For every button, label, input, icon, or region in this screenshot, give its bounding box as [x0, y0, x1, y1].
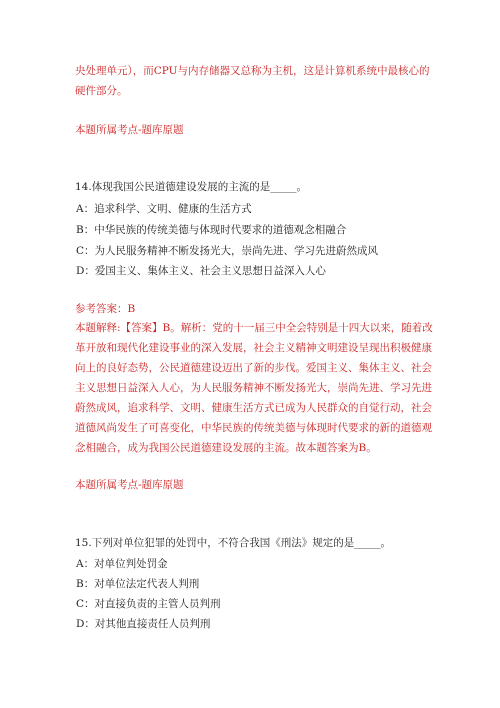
explanation-line: 道德风尚发生了可喜变化，中华民族的传统美德与体现时代要求的新的道德观 [75, 422, 432, 434]
explanation-line: 念相融合，成为我国公民道德建设发展的主流。故本题答案为B。 [75, 442, 377, 454]
question-14: 14.体现我国公民道德建设发展的主流的是_____。 [75, 181, 307, 193]
q15-option-d: D：对其他直接责任人员判刑 [76, 618, 211, 630]
explanation-line: 蔚然成风，追求科学、文明、健康生活方式已成为人民群众的自觉行动，社会 [75, 402, 432, 414]
continuation-line-2: 硬件部分。 [75, 85, 128, 97]
explanation-line: 革开放和现代化建设事业的深入发展，社会主义精神文明建设呈现出积极健康 [75, 342, 432, 354]
q14-option-c: C：为人民服务精神不断发扬光大，崇尚先进、学习先进蔚然成风 [76, 245, 379, 257]
explanation-line: 向上的良好态势，公民道德建设迈出了新的步伐。爱国主义、集体主义、社会 [75, 362, 432, 374]
answer-label: 参考答案：B [75, 303, 136, 315]
q15-option-c: C：对直接负责的主管人员判刑 [76, 598, 221, 610]
q14-option-b: B：中华民族的传统美德与体现时代要求的道德观念相融合 [76, 224, 347, 236]
continuation-line-1: 央处理单元），而CPU与内存储器又总称为主机，这是计算机系统中最核心的 [75, 65, 430, 77]
q14-option-a: A：追求科学、文明、健康的生活方式 [76, 203, 252, 215]
source-note: 本题所属考点-题库原题 [75, 479, 184, 491]
q15-option-a: A：对单位判处罚金 [76, 558, 168, 570]
explanation-line: 主义思想日益深入人心，为人民服务精神不断发扬光大，崇尚先进、学习先进 [75, 382, 432, 394]
q14-option-d: D：爱国主义、集体主义、社会主义思想日益深入人心 [76, 265, 326, 277]
question-15: 15.下列对单位犯罪的处罚中，不符合我国《刑法》规定的是_____。 [75, 537, 391, 549]
explanation-line: 本题解释:【答案】B。解析：党的十一届三中全会特别是十四大以来，随着改 [75, 322, 433, 334]
q15-option-b: B：对单位法定代表人判刑 [76, 578, 200, 590]
source-note: 本题所属考点-题库原题 [75, 124, 184, 136]
